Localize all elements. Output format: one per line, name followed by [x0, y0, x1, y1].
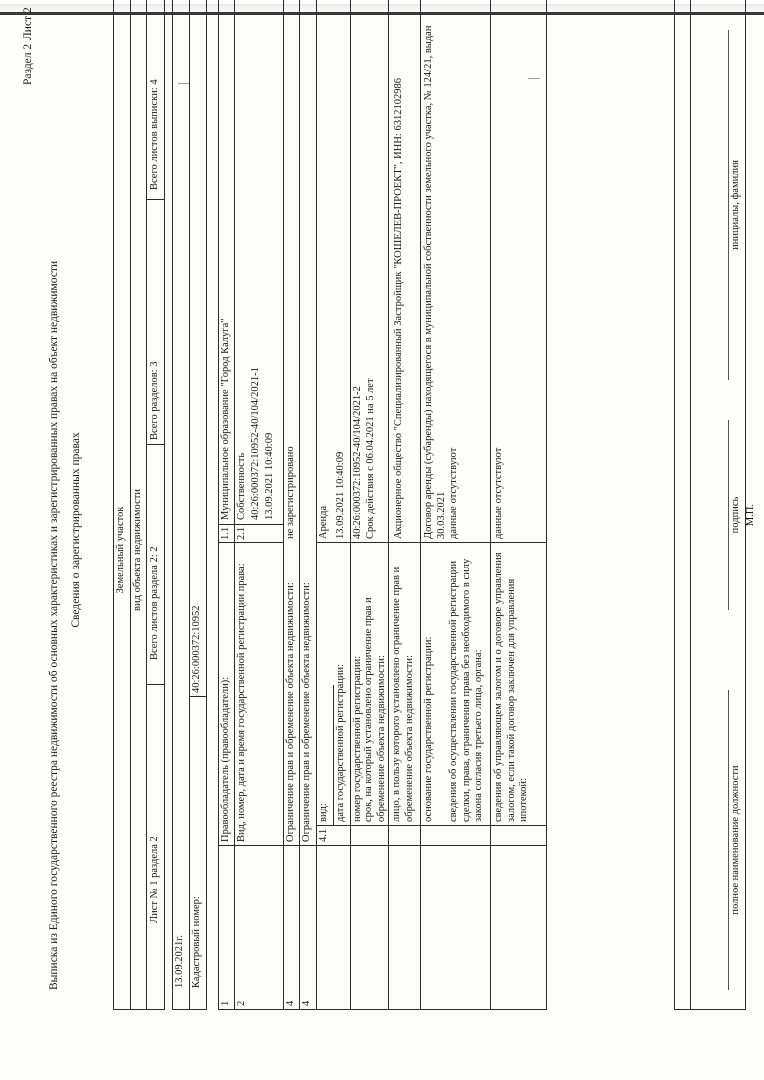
- encumbrance-field-label: вид:: [318, 803, 329, 822]
- encumbrance-field-label: основание государственной регистрации:: [423, 636, 434, 822]
- row-sub-number: 2.1: [236, 526, 247, 540]
- signature-caption: подпись: [730, 496, 741, 534]
- encumbrance-field-value: Срок действия с 06.04.2021 на 5 лет: [365, 378, 376, 539]
- encumbrance-field-value: Аренда: [318, 505, 329, 539]
- sheets-in-section: Всего листов раздела 2: 2: [149, 546, 160, 660]
- row-number: 4: [301, 1000, 312, 1006]
- document-title: Выписка из Единого государственного реестра недвижимости об основных характеристиках и зарегистрированных правах на объект недвижимости: [48, 260, 60, 990]
- encumbrance-field-label: срок, на который установлено ограничение прав и обременение объекта недвижимости:: [363, 597, 387, 822]
- encumbrance-field-label: сведения об управляющем залогом и о договоре управления залогом, если такой договор заключен для управления ипотекой:: [493, 552, 529, 822]
- object-type-value: Земельный участок: [115, 506, 126, 594]
- stamp-caption: М.П.: [745, 503, 756, 527]
- right-holder-label: Правообладатель (правообладатели):: [220, 676, 231, 842]
- encumbrance-field-value: данные отсутствуют: [493, 447, 504, 539]
- document-subtitle: Сведения о зарегистрированных правах: [70, 432, 82, 628]
- encumbrance-field-label: номер государственной регистрации:: [352, 655, 363, 822]
- row-sub-number: 1.1: [220, 526, 231, 540]
- sheets-total: Всего листов выписки: 4: [149, 79, 160, 190]
- row-sub-number: 4.1: [318, 828, 329, 842]
- cadastral-number: 40:26:000372:10952: [191, 605, 202, 693]
- right-type-value: Собственность: [236, 452, 247, 520]
- sections-total: Всего разделов: 3: [149, 361, 160, 440]
- encumbrance-field-value: данные отсутствуют: [448, 447, 459, 539]
- row-number: 4: [285, 1000, 296, 1006]
- position-caption: полное наименование должности: [730, 765, 741, 915]
- cadastral-label: Кадастровый номер:: [191, 896, 202, 988]
- sheet-number: Лист № 1 раздела 2: [149, 836, 160, 923]
- object-type-caption: вид объекта недвижимости: [132, 489, 143, 611]
- encumbrance-label: Ограничение прав и обременение объекта недвижимости:: [301, 582, 312, 842]
- sheet-label: Лист 2: [22, 7, 34, 40]
- right-holder-value: Муниципальное образование "Город Калуга": [220, 318, 231, 520]
- right-reg-date: 13.09.2021 10:40:09: [264, 432, 275, 520]
- encumbrance-none: не зарегистрировано: [285, 446, 296, 539]
- encumbrance-field-value: Договор аренды (субаренды) находящегося в муниципальной собственности земельного участка, № 124/21, выдан 30.03.2021: [423, 25, 447, 539]
- encumbrance-field-value: Акционерное общество "Специализированный Застройщик "КОШЕЛЕВ-ПРОЕКТ", ИНН: 6312102986: [393, 78, 404, 539]
- row-number: 1: [220, 1000, 231, 1006]
- encumbrance-field-value: 13.09.2021 10:40:09: [335, 451, 346, 539]
- registration-label: Вид, номер, дата и время государственной регистрации права:: [236, 563, 247, 842]
- encumbrance-field-value: 40:26:000372:10952-40/104/2021-2: [352, 386, 363, 539]
- extract-date: 13.09.2021г.: [174, 935, 185, 988]
- right-reg-number: 40:26:000372:10952-40/104/2021-1: [250, 367, 261, 520]
- encumbrance-label: Ограничение прав и обременение объекта недвижимости:: [285, 582, 296, 842]
- section-label: Раздел 2: [22, 43, 34, 85]
- row-number: 2: [236, 1000, 247, 1006]
- encumbrance-field-label: сведения об осуществлении государственной регистрации сделки, права, ограничения права без необходимого в силу закона согласия третьего лица, органа:: [448, 558, 484, 822]
- encumbrance-field-label: лицо, в пользу которого установлено ограничение прав и обременение объекта недвижимости:: [391, 566, 415, 822]
- name-caption: инициалы, фамилия: [730, 160, 741, 250]
- encumbrance-field-label: дата государственной регистрации:: [335, 663, 346, 822]
